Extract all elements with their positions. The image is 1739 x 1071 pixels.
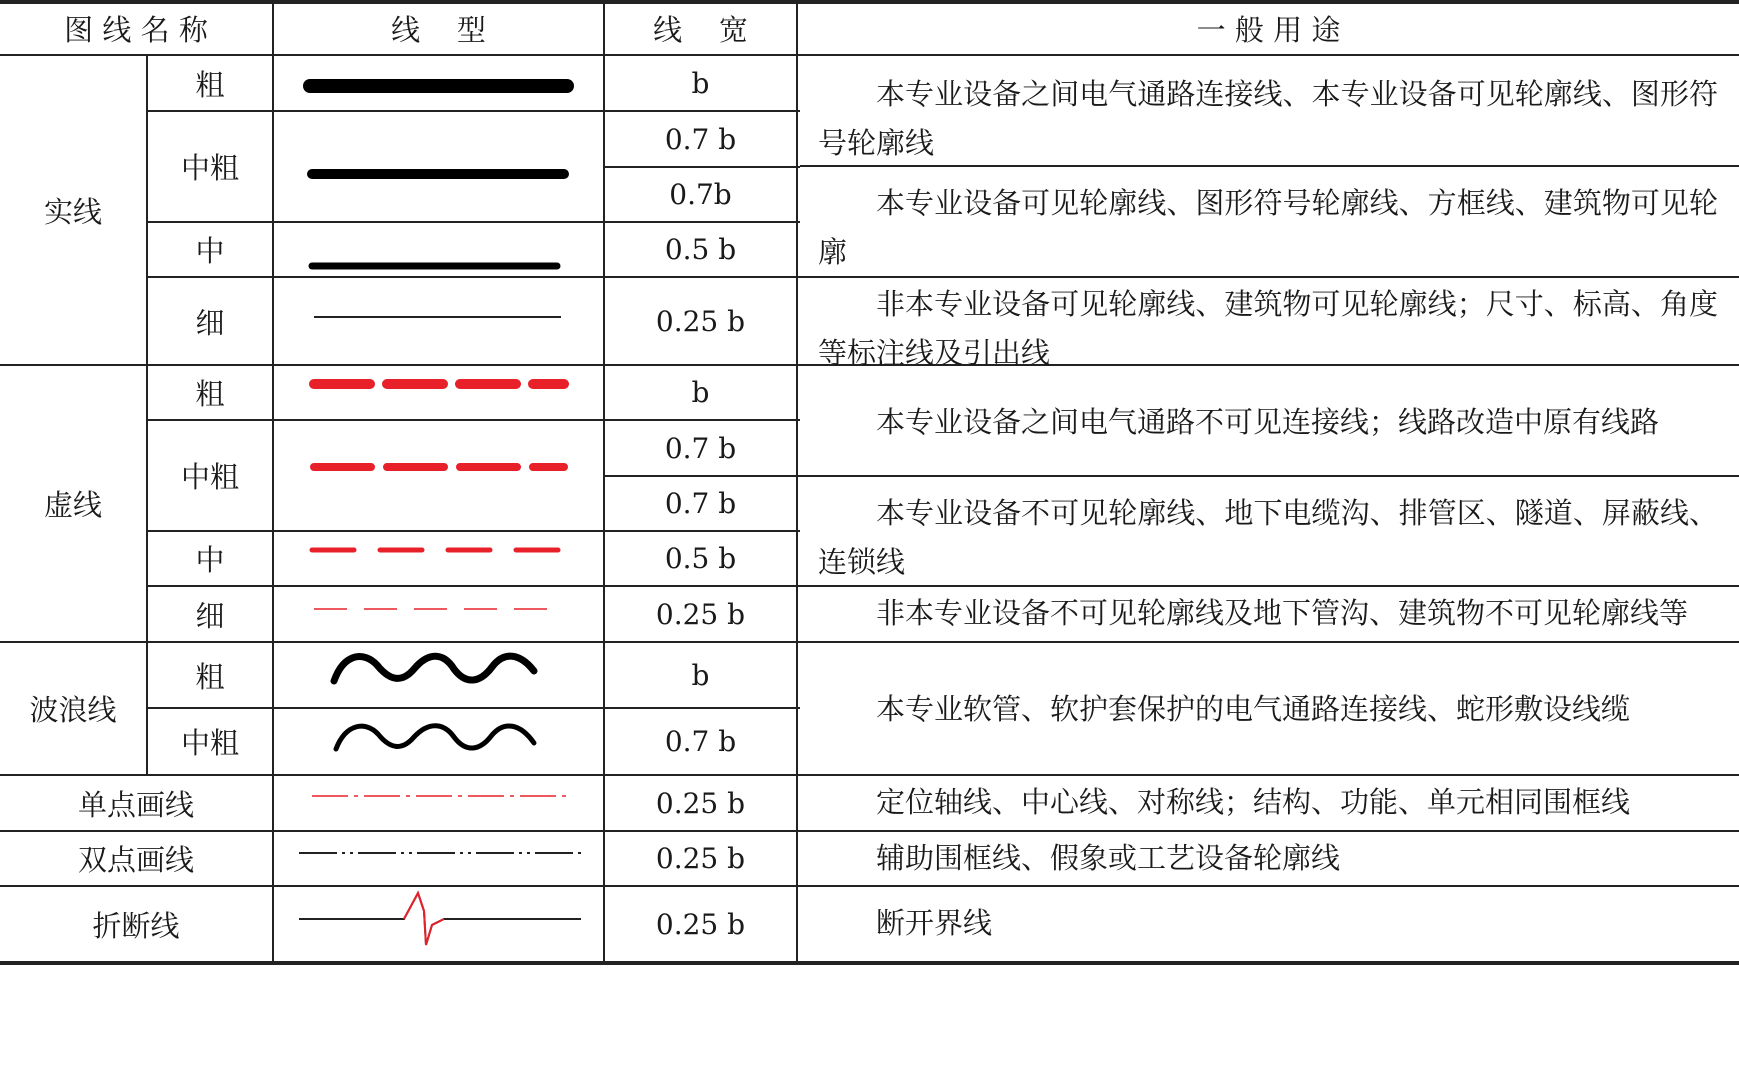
solid-medium-thick-label: 中粗 (180, 151, 239, 185)
header-type: 线 型 (391, 12, 486, 47)
width-value: b (691, 658, 710, 692)
usage-text: 定位轴线、中心线、对称线；结构、功能、单元相同围框线 (876, 785, 1631, 819)
double-dot-sample (274, 832, 603, 885)
width-value: 0.25 b (655, 304, 746, 338)
usage-text: 本专业软管、软护套保护的电气通路连接线、蛇形敷设线缆 (876, 692, 1631, 726)
width-value: 0.25 b (655, 907, 746, 941)
width-value: 0.7 b (664, 431, 737, 465)
wavy-thick-label: 粗 (195, 659, 225, 694)
dashed-medium-thick-sample (274, 421, 603, 530)
group-dashed: 虚线 (43, 488, 102, 522)
dashed-thick-sample (274, 366, 603, 419)
wavy-medium-thick-sample (274, 709, 603, 774)
solid-thin-sample (274, 278, 603, 364)
width-value: 0.25 b (655, 597, 746, 631)
dashed-thin-label: 细 (195, 598, 225, 633)
solid-medium-label: 中 (195, 234, 225, 268)
header-usage: 一 般 用 途 (1196, 12, 1341, 47)
header-width: 线 宽 (653, 12, 748, 47)
break-name: 折断线 (92, 908, 180, 943)
width-value: 0.7 b (664, 487, 737, 520)
dashed-medium-thick-label: 中粗 (180, 460, 239, 494)
usage-text: 本专业设备之间电气通路不可见连接线；线路改造中原有线路 (876, 405, 1660, 439)
single-dot-sample (274, 776, 603, 830)
usage-text: 本专业设备之间电气通路连接线、本专业设备可见轮廓线、图形符号轮廓线 (818, 77, 1718, 160)
single-dot-name: 单点画线 (77, 787, 194, 822)
solid-medium-thick-sample (274, 112, 603, 221)
break-line-sample (274, 887, 603, 961)
group-wavy: 波浪线 (29, 693, 117, 727)
header-name: 图 线 名 称 (64, 12, 208, 47)
dashed-medium-label: 中 (195, 543, 225, 577)
solid-thick-sample (274, 56, 603, 110)
solid-thick-label: 粗 (195, 67, 225, 102)
group-solid: 实线 (43, 194, 102, 229)
width-value: 0.7b (669, 178, 732, 211)
dashed-medium-sample (274, 532, 603, 585)
solid-medium-sample (274, 223, 603, 276)
wavy-medium-thick-label: 中粗 (180, 726, 239, 760)
width-value: 0.25 b (655, 842, 746, 875)
usage-text: 非本专业设备可见轮廓线、建筑物可见轮廓线；尺寸、标高、角度等标注线及引出线 (818, 287, 1718, 370)
width-value: 0.5 b (664, 233, 737, 266)
width-value: 0.7 b (664, 122, 737, 156)
col-rule (796, 0, 798, 963)
double-dot-name: 双点画线 (77, 843, 194, 877)
usage-text: 辅助围框线、假象或工艺设备轮廓线 (876, 841, 1341, 875)
wavy-thick-sample (274, 643, 603, 707)
width-value: 0.7 b (664, 725, 737, 758)
width-value: b (691, 376, 710, 409)
width-value: 0.25 b (655, 786, 746, 820)
dashed-thick-label: 粗 (195, 377, 225, 411)
usage-text: 本专业设备可见轮廓线、图形符号轮廓线、方框线、建筑物可见轮廓 (818, 186, 1718, 269)
width-value: 0.5 b (664, 542, 737, 575)
usage-text: 本专业设备不可见轮廓线、地下电缆沟、排管区、隧道、屏蔽线、连锁线 (818, 496, 1718, 579)
width-value: b (691, 66, 710, 100)
usage-text: 非本专业设备不可见轮廓线及地下管沟、建筑物不可见轮廓线等 (876, 596, 1689, 630)
solid-thin-label: 细 (195, 305, 225, 340)
dashed-thin-sample (274, 587, 603, 641)
usage-text: 断开界线 (876, 906, 993, 940)
table-bottom-border (0, 961, 1739, 965)
